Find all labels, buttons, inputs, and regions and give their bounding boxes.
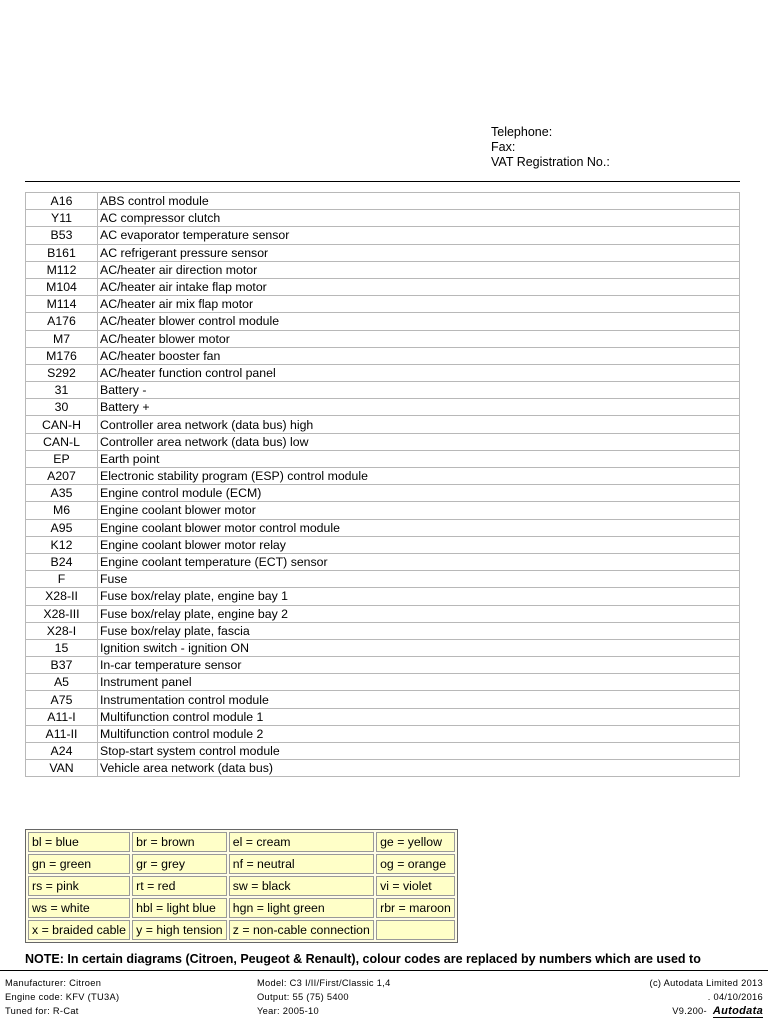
colour-code-cell: el = cream xyxy=(229,832,374,852)
footer xyxy=(0,970,768,1025)
footer-model-info xyxy=(257,976,391,1018)
colour-code-cell: rt = red xyxy=(132,876,227,896)
component-row xyxy=(26,657,740,674)
component-row xyxy=(26,639,740,656)
component-description: Instrument panel xyxy=(98,674,740,691)
telephone-label: Telephone: xyxy=(491,125,553,139)
component-row xyxy=(26,227,740,244)
component-row xyxy=(26,382,740,399)
component-row xyxy=(26,210,740,227)
component-description: AC/heater air direction motor xyxy=(98,261,740,278)
colour-code-cell: x = braided cable xyxy=(28,920,130,940)
colour-code-row xyxy=(28,898,455,918)
component-row xyxy=(26,605,740,622)
colour-code-cell: y = high tension xyxy=(132,920,227,940)
component-description: Engine coolant blower motor control module xyxy=(98,519,740,536)
colour-code-cell: gr = grey xyxy=(132,854,227,874)
version-text: V9.200- xyxy=(672,1006,707,1016)
component-row xyxy=(26,193,740,210)
engine-code-text: Engine code: KFV (TU3A) xyxy=(5,992,120,1002)
colour-code-row xyxy=(28,920,455,940)
component-description: Electronic stability program (ESP) control module xyxy=(98,468,740,485)
component-code: X28-III xyxy=(26,605,98,622)
colour-code-cell: z = non-cable connection xyxy=(229,920,374,940)
fax-label: Fax: xyxy=(491,140,516,154)
component-description: Earth point xyxy=(98,450,740,467)
component-row xyxy=(26,743,740,760)
component-description: Fuse box/relay plate, engine bay 1 xyxy=(98,588,740,605)
colour-code-cell: rs = pink xyxy=(28,876,130,896)
note-text: NOTE: In certain diagrams (Citroen, Peugeot & Renault), colour codes are replaced by numbers which are used to xyxy=(25,952,701,966)
colour-code-cell xyxy=(376,920,455,940)
component-table xyxy=(25,192,740,777)
footer-publisher-info xyxy=(650,976,763,1018)
component-code: A11-I xyxy=(26,708,98,725)
component-description: In-car temperature sensor xyxy=(98,657,740,674)
component-description: Engine coolant temperature (ECT) sensor xyxy=(98,553,740,570)
component-description: Multifunction control module 1 xyxy=(98,708,740,725)
colour-code-cell: bl = blue xyxy=(28,832,130,852)
header-divider xyxy=(25,181,740,182)
component-row xyxy=(26,244,740,261)
component-code: CAN-H xyxy=(26,416,98,433)
colour-code-cell: og = orange xyxy=(376,854,455,874)
colour-code-row xyxy=(28,876,455,896)
component-code: A16 xyxy=(26,193,98,210)
colour-code-cell: sw = black xyxy=(229,876,374,896)
component-code: A35 xyxy=(26,485,98,502)
component-description: AC/heater air intake flap motor xyxy=(98,278,740,295)
date-text: . 04/10/2016 xyxy=(707,992,763,1002)
component-code: F xyxy=(26,571,98,588)
component-description: Stop-start system control module xyxy=(98,743,740,760)
component-code: Y11 xyxy=(26,210,98,227)
component-row xyxy=(26,571,740,588)
component-row xyxy=(26,399,740,416)
autodata-logo: Autodata xyxy=(712,1005,763,1017)
component-code: M6 xyxy=(26,502,98,519)
component-row xyxy=(26,708,740,725)
manufacturer-text: Manufacturer: Citroen xyxy=(5,978,102,988)
component-code: S292 xyxy=(26,364,98,381)
component-row xyxy=(26,674,740,691)
component-code: CAN-L xyxy=(26,433,98,450)
component-description: Controller area network (data bus) low xyxy=(98,433,740,450)
model-text: Model: C3 I/II/First/Classic 1,4 xyxy=(257,978,391,988)
component-row xyxy=(26,416,740,433)
vat-label: VAT Registration No.: xyxy=(491,155,610,169)
component-row xyxy=(26,433,740,450)
component-code: 15 xyxy=(26,639,98,656)
component-code: 30 xyxy=(26,399,98,416)
component-description: AC evaporator temperature sensor xyxy=(98,227,740,244)
component-row xyxy=(26,725,740,742)
component-code: A5 xyxy=(26,674,98,691)
component-description: Fuse box/relay plate, engine bay 2 xyxy=(98,605,740,622)
component-description: AC/heater air mix flap motor xyxy=(98,296,740,313)
colour-code-cell: vi = violet xyxy=(376,876,455,896)
component-row xyxy=(26,468,740,485)
component-code: A75 xyxy=(26,691,98,708)
copyright-text: (c) Autodata Limited 2013 xyxy=(649,978,763,988)
component-code: X28-II xyxy=(26,588,98,605)
component-row xyxy=(26,278,740,295)
component-description: AC/heater blower control module xyxy=(98,313,740,330)
component-code: A95 xyxy=(26,519,98,536)
component-description: AC/heater booster fan xyxy=(98,347,740,364)
colour-code-row xyxy=(28,832,455,852)
component-code: B24 xyxy=(26,553,98,570)
component-row xyxy=(26,760,740,777)
component-row xyxy=(26,553,740,570)
component-description: Multifunction control module 2 xyxy=(98,725,740,742)
year-text: Year: 2005-10 xyxy=(257,1006,319,1016)
colour-code-cell: nf = neutral xyxy=(229,854,374,874)
component-row xyxy=(26,450,740,467)
component-row xyxy=(26,313,740,330)
component-row xyxy=(26,502,740,519)
colour-code-cell: rbr = maroon xyxy=(376,898,455,918)
colour-code-table-body xyxy=(28,832,455,940)
component-description: Battery - xyxy=(98,382,740,399)
component-code: VAN xyxy=(26,760,98,777)
colour-code-cell: ge = yellow xyxy=(376,832,455,852)
component-code: B53 xyxy=(26,227,98,244)
component-code: 31 xyxy=(26,382,98,399)
component-code: K12 xyxy=(26,536,98,553)
component-code: A176 xyxy=(26,313,98,330)
colour-code-row xyxy=(28,854,455,874)
component-code: A207 xyxy=(26,468,98,485)
component-row xyxy=(26,691,740,708)
colour-code-cell: hgn = light green xyxy=(229,898,374,918)
component-description: Engine coolant blower motor xyxy=(98,502,740,519)
component-row xyxy=(26,622,740,639)
component-code: EP xyxy=(26,450,98,467)
colour-code-cell: ws = white xyxy=(28,898,130,918)
component-row xyxy=(26,347,740,364)
component-code: X28-I xyxy=(26,622,98,639)
contact-block xyxy=(491,125,610,170)
component-description: AC compressor clutch xyxy=(98,210,740,227)
component-description: Engine coolant blower motor relay xyxy=(98,536,740,553)
component-description: Engine control module (ECM) xyxy=(98,485,740,502)
component-description: Controller area network (data bus) high xyxy=(98,416,740,433)
component-row xyxy=(26,485,740,502)
component-row xyxy=(26,296,740,313)
component-description: Fuse box/relay plate, fascia xyxy=(98,622,740,639)
colour-code-cell: br = brown xyxy=(132,832,227,852)
component-description: Fuse xyxy=(98,571,740,588)
component-code: M112 xyxy=(26,261,98,278)
component-row xyxy=(26,519,740,536)
colour-code-table xyxy=(25,829,458,943)
component-row xyxy=(26,536,740,553)
colour-code-cell: hbl = light blue xyxy=(132,898,227,918)
component-code: M104 xyxy=(26,278,98,295)
output-text: Output: 55 (75) 5400 xyxy=(257,992,349,1002)
component-description: Ignition switch - ignition ON xyxy=(98,639,740,656)
tuned-for-text: Tuned for: R-Cat xyxy=(5,1006,79,1016)
component-description: Instrumentation control module xyxy=(98,691,740,708)
component-description: Vehicle area network (data bus) xyxy=(98,760,740,777)
component-description: AC/heater function control panel xyxy=(98,364,740,381)
component-row xyxy=(26,261,740,278)
colour-code-cell: gn = green xyxy=(28,854,130,874)
component-code: B161 xyxy=(26,244,98,261)
component-table-body xyxy=(26,193,740,777)
component-code: M176 xyxy=(26,347,98,364)
component-code: A11-II xyxy=(26,725,98,742)
version-line xyxy=(650,1004,763,1018)
component-description: Battery + xyxy=(98,399,740,416)
component-row xyxy=(26,588,740,605)
component-description: AC/heater blower motor xyxy=(98,330,740,347)
component-description: ABS control module xyxy=(98,193,740,210)
component-row xyxy=(26,330,740,347)
component-code: B37 xyxy=(26,657,98,674)
component-code: M114 xyxy=(26,296,98,313)
component-row xyxy=(26,364,740,381)
footer-vehicle-info xyxy=(5,976,119,1018)
component-code: M7 xyxy=(26,330,98,347)
component-code: A24 xyxy=(26,743,98,760)
component-description: AC refrigerant pressure sensor xyxy=(98,244,740,261)
